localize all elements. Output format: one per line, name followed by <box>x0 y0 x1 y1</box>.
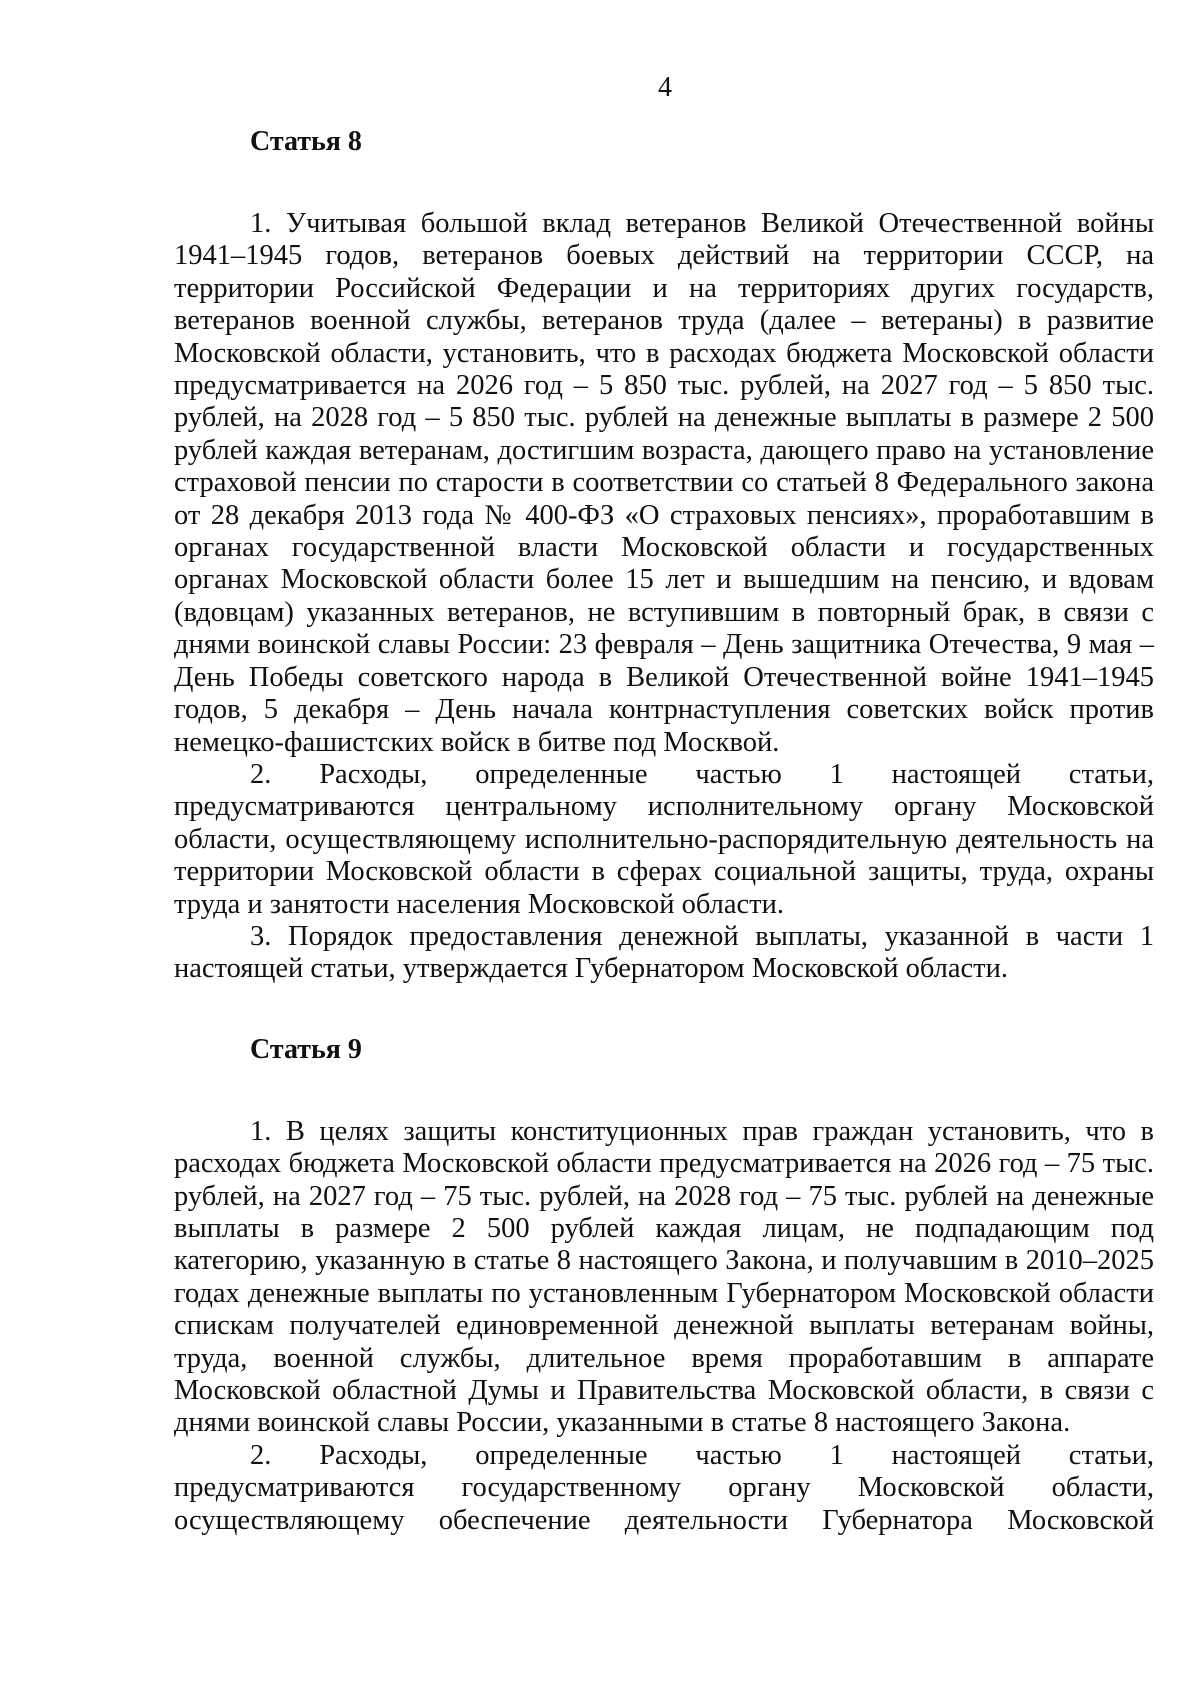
article-paragraph: 2. Расходы, определенные частью 1 настоящей статьи, предусматриваются центральному исполнительному органу Московской области, осуществляющему исполнительно-распорядительную деятельность на территории Московской области в сферах социальной защиты, труда, охраны труда и занятости населения Московской области. <box>174 758 1154 920</box>
article-paragraph: 1. Учитывая большой вклад ветеранов Великой Отечественной войны 1941–1945 годов, ветеранов боевых действий на территории СССР, на территории Российской Федерации и на территориях других государств, ветеранов военной службы, ветеранов труда (далее – ветераны) в развитие Московской области, установить, что в расходах бюджета Московской области предусматривается на 2026 год – 5 850 тыс. рублей, на 2027 год – 5 850 тыс. рублей, на 2028 год – 5 850 тыс. рублей на денежные выплаты в размере 2 500 рублей каждая ветеранам, достигшим возраста, дающего право на установление страховой пенсии по старости в соответствии со статьей 8 Федерального закона от 28 декабря 2013 года № 400-ФЗ «О страховых пенсиях», проработавшим в органах государственной власти Московской области и государственных органах Московской области более 15 лет и вышедшим на пенсию, и вдовам (вдовцам) указанных ветеранов, не вступившим в повторный брак, в связи с днями воинской славы России: 23 февраля – День защитника Отечества, 9 мая – День Победы советского народа в Великой Отечественной войне 1941–1945 годов, 5 декабря – День начала контрнаступления советских войск против немецко-фашистских войск в битве под Москвой. <box>174 208 1154 758</box>
article-paragraph: 3. Порядок предоставления денежной выплаты, указанной в части 1 настоящей статьи, утверждается Губернатором Московской области. <box>174 920 1154 985</box>
article-title: Статья 9 <box>250 1033 362 1065</box>
article-9 <box>174 1032 1154 1537</box>
article-paragraph: 2. Расходы, определенные частью 1 настоящей статьи, предусматриваются государственному органу Московской области, осуществляющему обеспечение деятельности Губернатора Московской <box>174 1439 1154 1536</box>
document-body <box>174 124 1154 1537</box>
article-title: Статья 8 <box>250 126 362 157</box>
spacer <box>174 986 1154 1032</box>
spacer <box>174 160 1154 208</box>
spacer <box>174 1068 1154 1116</box>
page-number: 4 <box>658 72 672 103</box>
article-8 <box>174 124 1154 986</box>
article-paragraph: 1. В целях защиты конституционных прав граждан установить, что в расходах бюджета Московской области предусматривается на 2026 год – 75 тыс. рублей, на 2027 год – 75 тыс. рублей, на 2028 год – 75 тыс. рублей на денежные выплаты в размере 2 500 рублей каждая лицам, не подпадающим под категорию, указанную в статье 8 настоящего Закона, и получавшим в 2010–2025 годах денежные выплаты по установленным Губернатором Московской области спискам получателей единовременной денежной выплаты ветеранам войны, труда, военной службы, длительное время проработавшим в аппарате Московской областной Думы и Правительства Московской области, в связи с днями воинской славы России, указанными в статье 8 настоящего Закона. <box>174 1115 1154 1439</box>
